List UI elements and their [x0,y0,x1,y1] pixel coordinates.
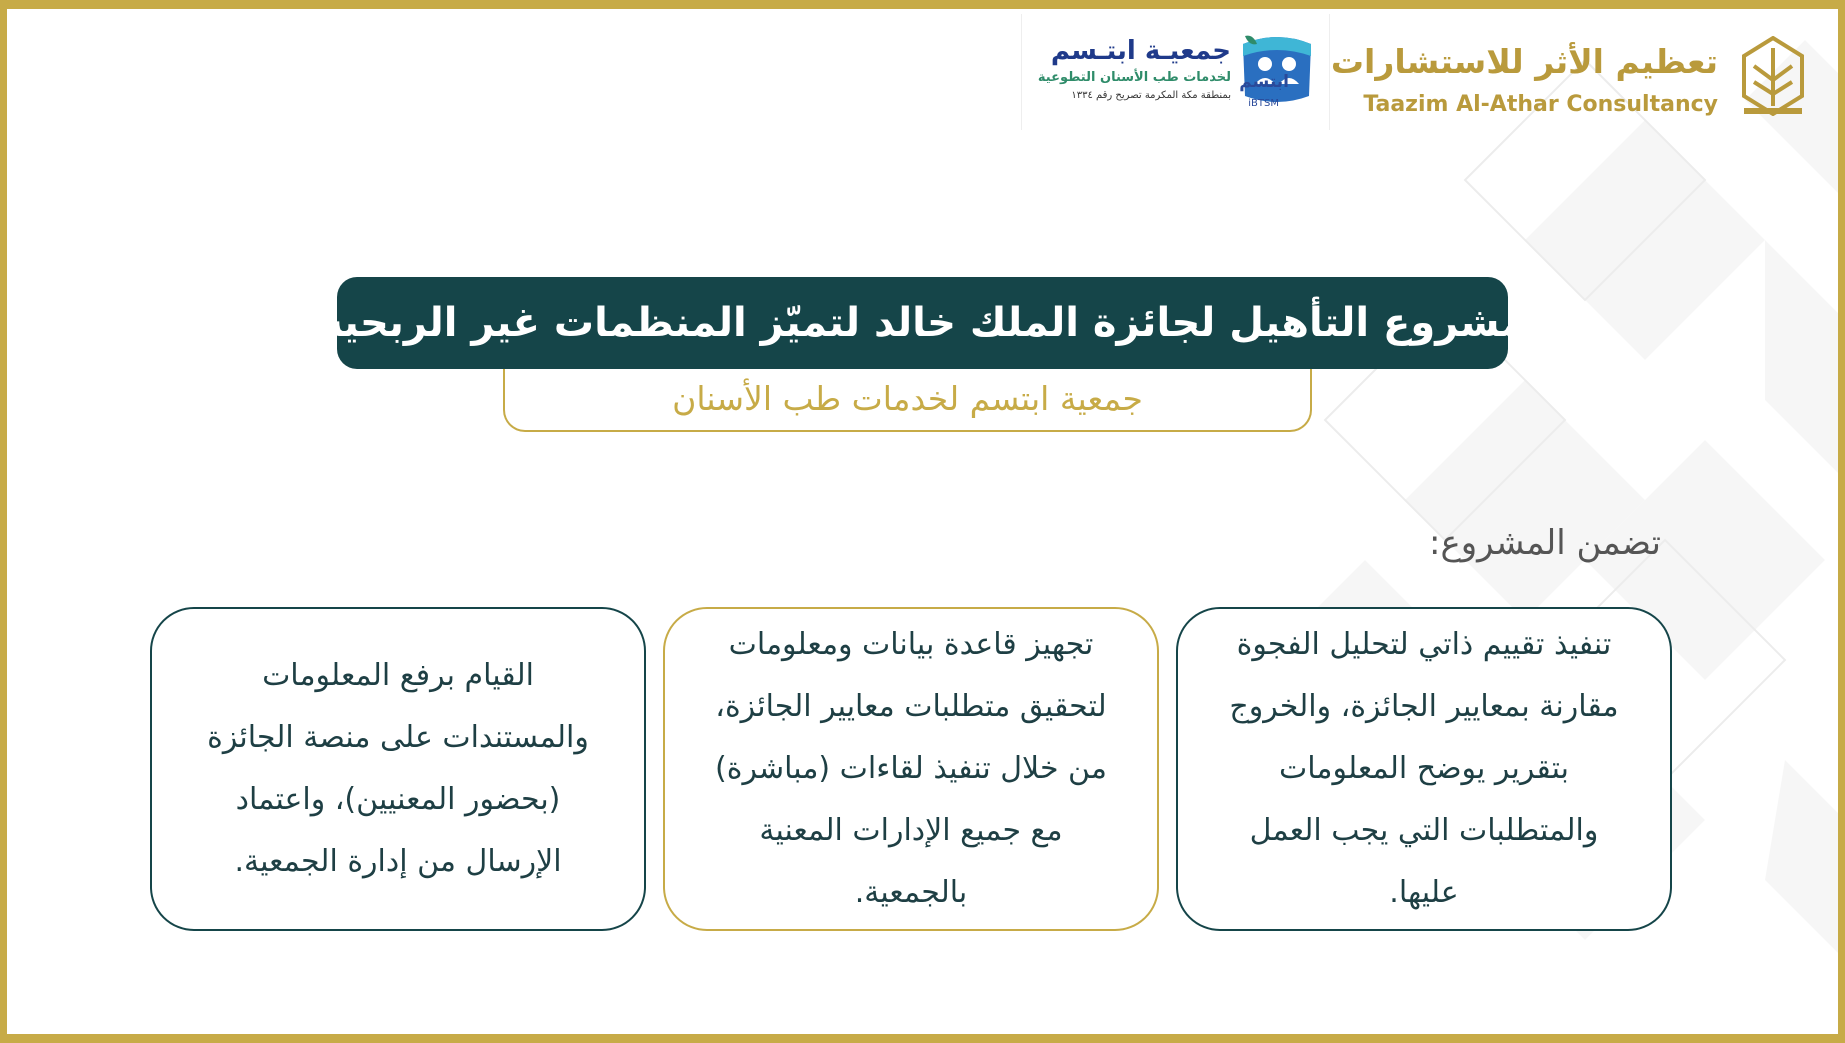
card-line: والمستندات على منصة الجائزة [207,720,589,755]
page-title: مشروع التأهيل لجائزة الملك خالد لتميّز المنظمات غير الربحية [319,300,1526,346]
partner-mark-latin: iBTSM [1248,98,1279,109]
card-line: لتحقيق متطلبات معايير الجائزة، [715,689,1107,724]
card-line: مع جميع الإدارات المعنية [759,813,1063,848]
partner-mark-text: ابتسم [1239,72,1289,92]
brand-name-english: Taazim Al-Athar Consultancy [1363,92,1718,117]
partner-subtitle: لخدمات طب الأسنان التطوعية [1037,70,1231,85]
partner-name: جمعيـة ابتـسم [1050,36,1231,66]
scope-card-database [663,607,1159,931]
scope-card-upload [150,607,646,931]
card-line: بالجمعية. [854,875,968,910]
card-line: القيام برفع المعلومات [262,658,534,693]
page-subtitle: جمعية ابتسم لخدمات طب الأسنان [672,378,1143,418]
card-text [1229,614,1618,924]
brand-name-arabic: تعظيم الأثر للاستشارات [1330,42,1718,81]
partner-logo [1021,14,1330,130]
card-text [207,645,589,893]
gold-hexagon-tree-icon [1742,36,1804,116]
card-line: بتقرير يوضح المعلومات [1279,751,1569,786]
subtitle-box [503,360,1312,432]
card-line: (بحضور المعنيين)، واعتماد [235,782,561,817]
card-line: عليها. [1389,875,1459,910]
card-text [715,614,1107,924]
title-banner [319,277,1526,369]
frame-border-left [0,0,7,1043]
frame-border-bottom [0,1034,1845,1043]
card-line: والمتطلبات التي يجب العمل [1249,813,1599,848]
card-line: الإرسال من إدارة الجمعية. [234,844,562,879]
scope-card-self-assessment [1176,607,1672,931]
card-line: مقارنة بمعايير الجائزة، والخروج [1229,689,1619,724]
section-label: تضمن المشروع: [1428,523,1661,563]
card-line: من خلال تنفيذ لقاءات (مباشرة) [715,751,1107,786]
partner-license: بمنطقة مكة المكرمة تصريح رقم ١٣٣٤ [1071,90,1231,101]
frame-border-top [0,0,1845,9]
frame-border-right [1838,0,1845,1043]
card-line: تجهيز قاعدة بيانات ومعلومات [728,627,1094,662]
card-line: تنفيذ تقييم ذاتي لتحليل الفجوة [1236,627,1612,662]
